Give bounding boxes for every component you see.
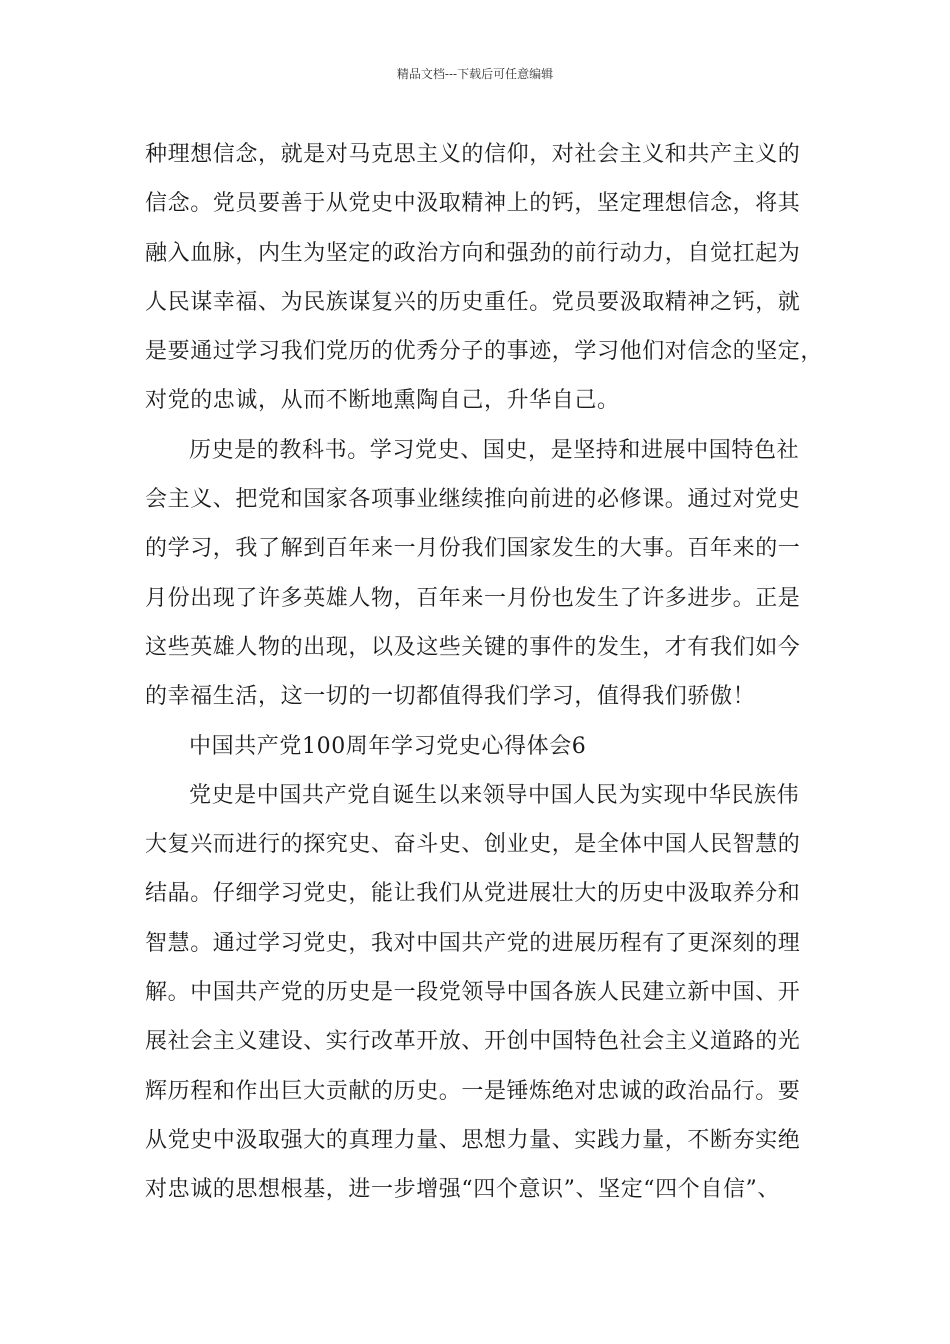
text-line: 结晶。仔细学习党史，能让我们从党进展壮大的历史中汲取养分和 [145,881,801,907]
text-line: 融入血脉，内生为坚定的政治方向和强劲的前行动力，自觉扛起为 [145,240,801,266]
text-line: 解。中国共产党的历史是一段党领导中国各族人民建立新中国、开 [145,980,801,1006]
document-body [145,130,824,1215]
text-line: 月份出现了许多英雄人物，百年来一月份也发生了许多进步。正是 [145,585,801,611]
text-line: 对党的忠诚，从而不断地熏陶自己，升华自己。 [145,388,620,414]
text-line: 会主义、把党和国家各项事业继续推向前进的必修课。通过对党史 [145,487,801,513]
text-line: 是要通过学习我们党历的优秀分子的事迹，学习他们对信念的坚定， [145,339,824,365]
text-line: 对忠诚的思想根基，进一步增强“四个意识”、坚定“四个自信”、 [145,1177,780,1203]
paragraph-start-line: 历史是的教科书。学习党史、国史，是坚持和进展中国特色社 [189,437,800,463]
text-line: 的幸福生活，这一切的一切都值得我们学习，值得我们骄傲！ [145,684,756,710]
text-line: 大复兴而进行的探究史、奋斗史、创业史，是全体中国人民智慧的 [145,832,801,858]
text-line: 信念。党员要善于从党史中汲取精神上的钙，坚定理想信念，将其 [145,191,801,217]
text-line: 展社会主义建设、实行改革开放、开创中国特色社会主义道路的光 [145,1029,801,1055]
text-line: 种理想信念，就是对马克思主义的信仰，对社会主义和共产主义的 [145,142,801,167]
text-line: 这些英雄人物的出现，以及这些关键的事件的发生，才有我们如今 [145,634,801,660]
section-heading: 中国共产党100周年学习党史心得体会6 [189,733,587,759]
text-line: 辉历程和作出巨大贡献的历史。一是锤炼绝对忠诚的政治品行。要 [145,1078,801,1104]
page-header: 精品文档---下载后可任意编辑 [396,67,554,81]
text-line: 智慧。通过学习党史，我对中国共产党的进展历程有了更深刻的理 [145,930,801,956]
text-line: 人民谋幸福、为民族谋复兴的历史重任。党员要汲取精神之钙，就 [145,289,801,315]
text-line: 从党史中汲取强大的真理力量、思想力量、实践力量，不断夯实绝 [145,1127,801,1153]
paragraph-start-line: 党史是中国共产党自诞生以来领导中国人民为实现中华民族伟 [189,782,800,808]
text-line: 的学习，我了解到百年来一月份我们国家发生的大事。百年来的一 [145,536,801,562]
